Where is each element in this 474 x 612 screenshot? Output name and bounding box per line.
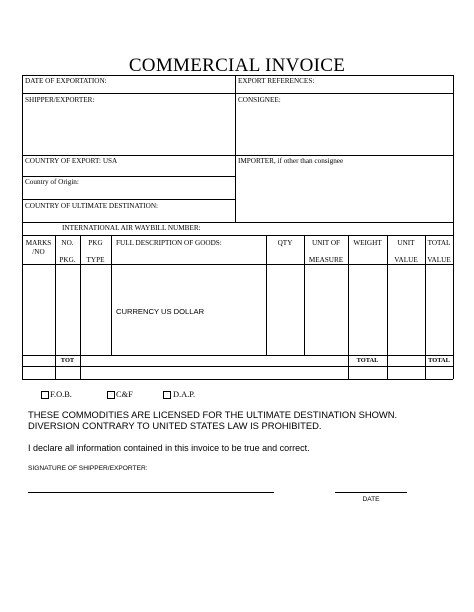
col-pkg-header: PKG: [88, 239, 103, 247]
col-marks-header-2: /NO: [32, 248, 45, 256]
country-of-origin-label: Country of Origin:: [25, 178, 79, 186]
license-text-line-1: THESE COMMODITIES ARE LICENSED FOR THE ULTIMATE DESTINATION SHOWN.: [28, 409, 398, 420]
col-weight-header: WEIGHT: [353, 239, 382, 247]
date-of-exportation-label: DATE OF EXPORTATION:: [25, 77, 107, 85]
country-of-export-label: COUNTRY OF EXPORT: USA: [25, 157, 118, 165]
col-description-header: FULL DESCRIPTION OF GOODS:: [116, 239, 222, 247]
license-text-line-2: DIVERSION CONTRARY TO UNITED STATES LAW IS PROHIBITED.: [28, 420, 322, 431]
date-label: DATE: [362, 496, 380, 503]
total-weight-label: TOTAL: [356, 357, 379, 364]
consignee-label: CONSIGNEE:: [238, 96, 281, 104]
col-unit-value-header: UNIT: [397, 239, 415, 247]
col-total-value-header-2: VALUE: [427, 256, 451, 264]
col-unit-measure-header-2: MEASURE: [308, 256, 344, 264]
signature-label: SIGNATURE OF SHIPPER/EXPORTER:: [28, 465, 148, 472]
cf-checkbox[interactable]: [107, 391, 115, 399]
export-references-label: EXPORT REFERENCES:: [238, 77, 315, 85]
col-pkg-header-2: TYPE: [86, 256, 105, 264]
col-no-header-2: PKG.: [59, 256, 76, 264]
col-qty-header: QTY: [277, 239, 293, 247]
invoice-title: COMMERCIAL INVOICE: [128, 55, 346, 76]
fob-label: F.O.B.: [50, 390, 72, 399]
col-unit-measure-header: UNIT OF: [311, 239, 341, 247]
importer-label: IMPORTER, if other than consignee: [238, 157, 344, 165]
col-marks-header: MARKS: [25, 239, 52, 247]
col-total-value-header: TOTAL: [427, 239, 451, 247]
declaration-text: I declare all information contained in this invoice to be true and correct.: [28, 443, 310, 453]
country-of-ultimate-destination-label: COUNTRY OF ULTIMATE DESTINATION:: [25, 202, 159, 210]
col-unit-value-header-2: VALUE: [394, 256, 418, 264]
date-line[interactable]: [335, 492, 407, 493]
currency-note: CURRENCY US DOLLAR: [116, 307, 205, 316]
tot-label: TOT: [60, 357, 75, 364]
dap-checkbox[interactable]: [163, 391, 171, 399]
total-value-label: TOTAL: [428, 357, 450, 364]
signature-line[interactable]: [28, 492, 274, 493]
cf-label: C&F: [116, 390, 133, 399]
dap-label: D.A.P.: [173, 390, 196, 399]
shipper-exporter-label: SHIPPER/EXPORTER:: [25, 96, 95, 104]
air-waybill-label: INTERNATIONAL AIR WAYBILL NUMBER:: [62, 224, 201, 232]
fob-checkbox[interactable]: [41, 391, 49, 399]
col-no-header: NO.: [61, 239, 74, 247]
